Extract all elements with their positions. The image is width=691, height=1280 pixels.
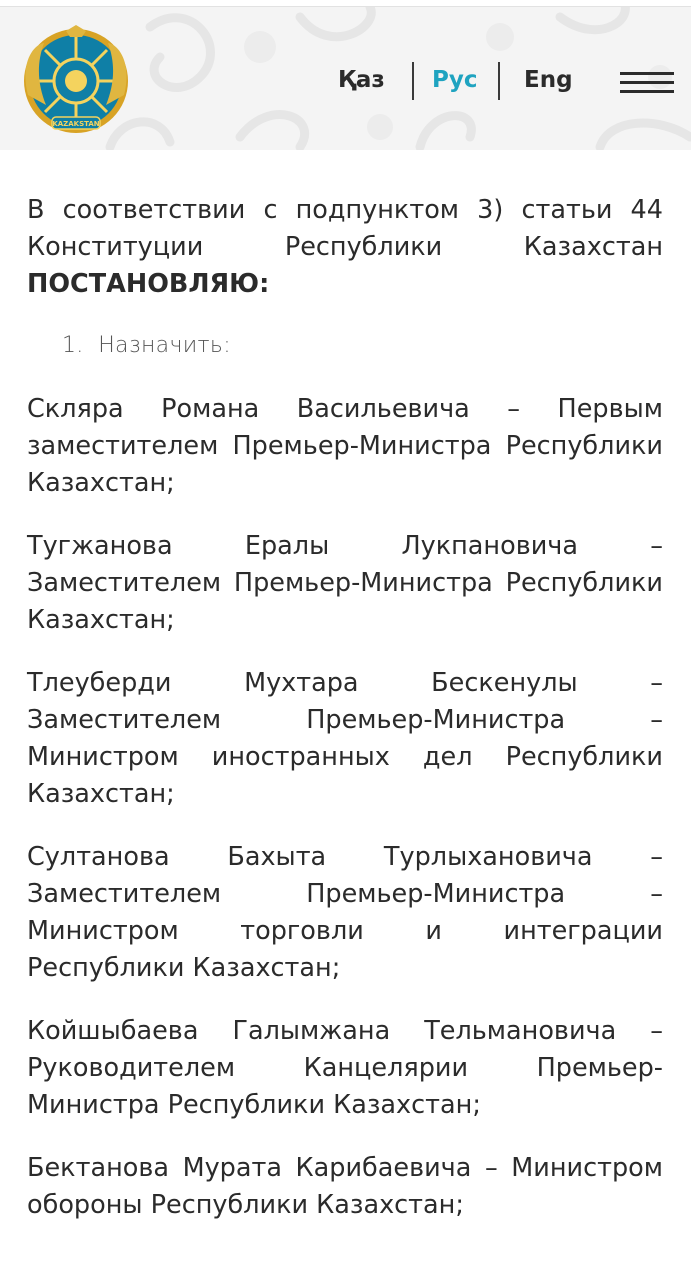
decree-content [27,192,663,1250]
lang-rus-link[interactable]: Рус [432,67,478,93]
appointment-paragraph: Тугжанова Ералы Лукпановича – Заместителем Премьер-Министра Республики Казахстан; [27,531,663,635]
intro-bold-text: ПОСТАНОВЛЯЮ: [27,269,270,299]
list-label: Назначить: [98,333,231,358]
kazakhstan-emblem-icon[interactable] [22,25,130,139]
list-number: 1. [62,333,84,358]
intro-text: В соответствии с подпунктом 3) статьи 44 Конституции Республики Казахстан [27,195,663,262]
svg-text:KAZAKSTAN: KAZAKSTAN [52,120,100,128]
lang-separator [498,62,500,100]
appointment-paragraph: Бектанова Мурата Карибаевича – Министром обороны Республики Казахстан; [27,1153,663,1220]
appointment-paragraph: Султанова Бахыта Турлыхановича – Заместителем Премьер-Министра – Министром торговли и интеграции Республики Казахстан; [27,842,663,983]
appointment-paragraph: Тлеуберди Мухтара Бескенулы – Заместителем Премьер-Министра – Министром иностранных дел Республики Казахстан; [27,668,663,809]
appointment-paragraph: Скляра Романа Васильевича – Первым заместителем Премьер-Министра Республики Казахстан; [27,394,663,498]
hamburger-menu-icon[interactable] [620,70,676,96]
site-header [0,6,691,150]
decree-intro [27,192,663,303]
lang-eng-link[interactable]: Eng [524,67,573,93]
appointment-paragraph: Койшыбаева Галымжана Тельмановича – Руководителем Канцелярии Премьер-Министра Республики Казахстан; [27,1016,663,1120]
list-item [62,331,663,361]
lang-separator [412,62,414,100]
lang-kaz-link[interactable]: Қаз [338,67,385,93]
